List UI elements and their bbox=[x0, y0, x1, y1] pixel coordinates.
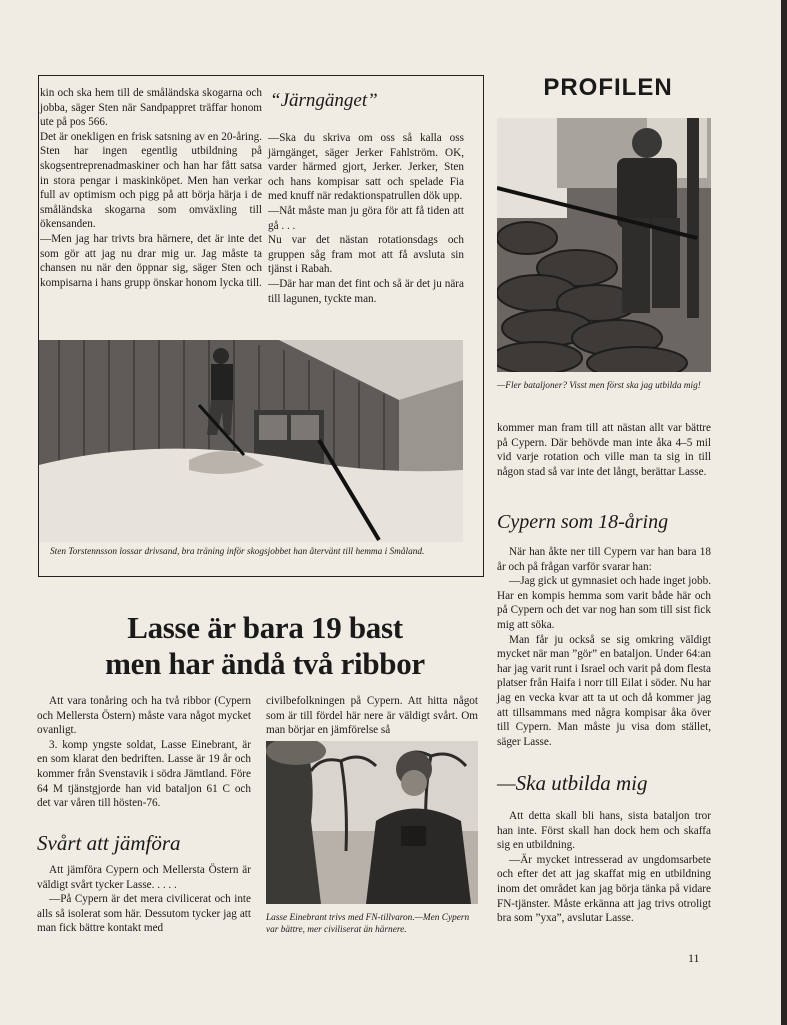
left-column bbox=[37, 694, 251, 811]
paragraph: kin och ska hem till de småländska skogarna och jobba, säger Sten när Sandpappret träffar honom ute på pos 566. bbox=[40, 87, 262, 129]
soldier-photo bbox=[497, 118, 711, 372]
paragraph: När han åkte ner till Cypern var han bara 18 år och på frågan varför svarar han: bbox=[497, 546, 711, 573]
left-column-jamfora bbox=[37, 863, 251, 936]
sand-photo-image bbox=[39, 340, 463, 542]
box-column-1 bbox=[40, 86, 262, 290]
lasse-photo-caption: Lasse Einebrant trivs med FN-tillvaron.—Men Cypern var bättre, mer civiliserat än härnere. bbox=[266, 913, 470, 935]
paragraph: —Ska du skriva om oss så kalla oss järngänget, säger Jerker Fahlström. OK, varder härmed gjort, Jerker. Jerker, Sten och hans kompisar satt och spelade Fia med knuff när redaktionspatrullen dök upp. bbox=[268, 132, 464, 203]
subheading-cypern: Cypern som 18-åring bbox=[497, 511, 669, 533]
middle-column: civilbefolkningen på Cypern. Att hitta något som är till fördel här nere är väldigt svårt. Om man börjar en jämförelse så bbox=[266, 695, 478, 737]
sand-photo bbox=[39, 340, 463, 542]
page-edge bbox=[781, 0, 787, 1025]
paragraph: Att vara tonåring och ha två ribbor (Cypern och Mellersta Östern) måste vara något mycket ovanligt. bbox=[37, 695, 251, 737]
paragraph: Att detta skall bli hans, sista bataljon tror han inte. Först skall han dock hem och skaffa sig en utbildning. bbox=[497, 810, 711, 852]
paragraph: —På Cypern är det mera civilicerat och inte alls så isolerat som här. Dessutom tycker jag att man fick bättre kontakt med bbox=[37, 893, 251, 935]
soldier-photo-image bbox=[497, 118, 711, 372]
right-column-cypern bbox=[497, 545, 711, 749]
paragraph: —Jag gick ut gymnasiet och hade inget jobb. Har en kompis hemma som varit både här och på Cypern och det var nog han som till sist fick mig att söka. bbox=[497, 575, 711, 631]
sand-photo-caption: Sten Torstennsson lossar drivsand, bra träning inför skogsjobbet han återvänt till hemma i Småland. bbox=[50, 547, 425, 557]
headline bbox=[60, 610, 470, 682]
paragraph: Man får ju också se sig omkring väldigt mycket när man ”gör” en bataljon. Under 64:an har jag varit runt i Israel och varit på dom flesta platser från Haifa i norr till Eilat i söder. Nu har jag en vecka kvar att ta ut och då kommer jag att tillsammans med några kompisar åka över till Cypern. Man måste ju visa dom stället, säger Lasse. bbox=[497, 633, 711, 748]
section-title: PROFILEN bbox=[543, 74, 673, 101]
headline-line: men har ändå två ribbor bbox=[105, 646, 425, 681]
paragraph: —Där har man det fint och så är det ju nära till lagunen, tyckte man. bbox=[268, 277, 464, 305]
lasse-photo-image bbox=[266, 741, 478, 904]
paragraph: —Är mycket intresserad av ungdomsarbete och efter det att jag skaffat mig en utbildning inom det området kan jag börja tänka på vidare FN-tjänster. Måste erkänna att jag trivs otroligt bra som ”yxa”, avslutar Lasse. bbox=[497, 853, 711, 925]
lasse-photo bbox=[266, 741, 478, 904]
right-column-intro: kommer man fram till att nästan allt var bättre på Cypern. Där behövde man inte åka 4–5 mil vid varje rotation och ville man ta sig in till någon stad så var inte det långt, berättar Lasse. bbox=[497, 422, 711, 478]
paragraph: Nu var det nästan rotationsdags och gruppen såg fram mot att få avsluta sin tjänst i Rabah. bbox=[268, 234, 464, 276]
right-column-utbilda bbox=[497, 809, 711, 926]
page-number: 11 bbox=[688, 951, 700, 965]
subheading-utbilda: —Ska utbilda mig bbox=[497, 771, 648, 795]
soldier-photo-caption: —Fler bataljoner? Visst men först ska jag utbilda mig! bbox=[497, 381, 701, 391]
headline-line: Lasse är bara 19 bast bbox=[127, 610, 403, 645]
box-subheading: “Järngänget” bbox=[270, 90, 378, 111]
paragraph: —Men jag har trivts bra härnere, det är inte det som gör att jag nu drar mig ur. Jag måste ta chansen nu när den öppnar sig, säger Sten och kompisarna i hans grupp önskar honom lycka till. bbox=[40, 232, 262, 289]
paragraph: 3. komp yngste soldat, Lasse Einebrant, är en som klarat den bedriften. Lasse är 19 år och kommer från Svenstavik i södra Jämtland. Före 64 M tjänstgjorde han vid bataljon 61 C och det var våren till hösten-76. bbox=[37, 738, 251, 810]
paragraph: Att jämföra Cypern och Mellersta Östern är väldigt svårt tycker Lasse. . . . . bbox=[37, 864, 251, 891]
box-column-2 bbox=[268, 131, 464, 306]
paragraph: Det är onekligen en frisk satsning av en 20-åring. Sten har ingen egentlig utbildning på skogsentreprenadmaskiner och han har fått satsa in stora pengar i maskinköpet. Men han verkar full av optimism och pigg på att börja härja i de småländska skogarna som omväxling till ökensanden. bbox=[40, 130, 262, 231]
subheading-jamfora: Svårt att jämföra bbox=[37, 831, 181, 855]
paragraph: —Nåt måste man ju göra för att få tiden att gå . . . bbox=[268, 204, 464, 232]
